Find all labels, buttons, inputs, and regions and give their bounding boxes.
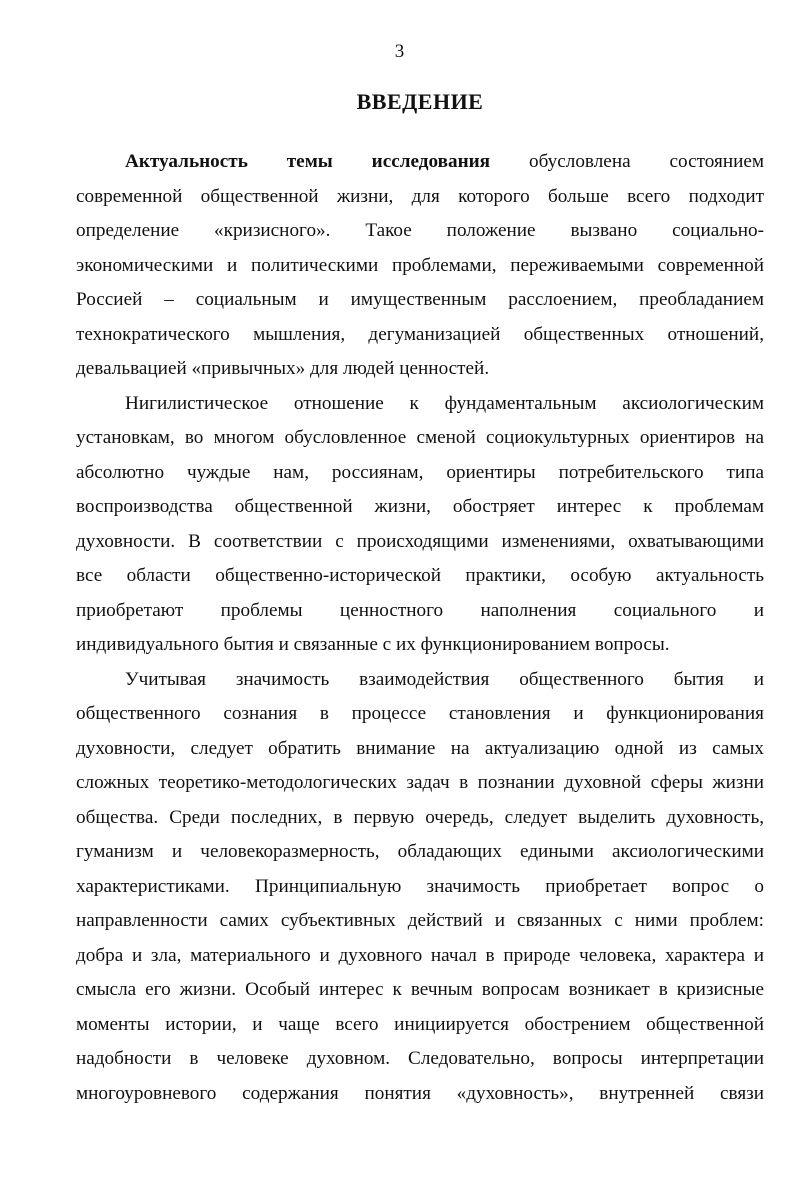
text-line: приобретают проблемы ценностного наполнения социального и — [76, 599, 764, 621]
text-line: девальвацией «привычных» для людей ценностей. — [76, 358, 490, 379]
text-line: современной общественной жизни, для которого больше всего подходит — [76, 185, 764, 207]
text-line: Россией – социальным и имущественным расслоением, преобладанием — [76, 289, 764, 310]
text-line: все области общественно-исторической практики, особую актуальность — [76, 565, 764, 586]
text-line: определение «кризисного». Такое положение вызвано социально- — [76, 220, 764, 241]
text-line: моменты истории, и чаще всего инициируется обострением общественной — [76, 1013, 764, 1035]
text-line: направленности самих субъективных действий и связанных с ними проблем: — [76, 910, 764, 931]
text-line: Нигилистическое отношение к фундаментальным аксиологическим — [125, 392, 764, 414]
section-heading: ВВЕДЕНИЕ — [356, 89, 484, 114]
text-line: многоуровневого содержания понятия «духовность», внутренней связи — [76, 1082, 764, 1104]
text-line: духовности, следует обратить внимание на актуализацию одной из самых — [76, 737, 764, 759]
paragraph — [76, 387, 764, 663]
text-line: общественного сознания в процессе становления и функционирования — [76, 703, 764, 724]
text-line: Актуальность темы исследования обусловлена состоянием — [125, 151, 765, 172]
page-number: 3 — [394, 41, 405, 62]
text-line: абсолютно чуждые нам, россиянам, ориентиры потребительского типа — [76, 461, 764, 483]
text-line: общества. Среди последних, в первую очередь, следует выделить духовность, — [76, 806, 764, 828]
text-line: индивидуального бытия и связанные с их функционированием вопросы. — [76, 634, 670, 655]
text-line: сложных теоретико-методологических задач в познании духовной сферы жизни — [76, 772, 764, 793]
text-line: добра и зла, материального и духовного начал в природе человека, характера и — [76, 944, 764, 966]
text-line: Учитывая значимость взаимодействия общественного бытия и — [125, 668, 764, 690]
text-line: надобности в человеке духовном. Следовательно, вопросы интерпретации — [76, 1048, 764, 1069]
text-line: духовности. В соответствии с происходящими изменениями, охватывающими — [76, 530, 764, 552]
paragraph — [76, 663, 764, 1112]
text-line: смысла его жизни. Особый интерес к вечным вопросам возникает в кризисные — [76, 979, 764, 1000]
bold-lead-phrase: Актуальность темы исследования — [125, 151, 491, 172]
text-line: воспроизводства общественной жизни, обостряет интерес к проблемам — [76, 496, 764, 517]
text-line: технократического мышления, дегуманизацией общественных отношений, — [76, 323, 764, 345]
text-line: гуманизм и человекоразмерность, обладающих едиными аксиологическими — [76, 841, 764, 862]
text-line: характеристиками. Принципиальную значимость приобретает вопрос о — [76, 875, 764, 897]
document-body — [76, 145, 764, 1111]
paragraph — [76, 145, 764, 387]
text-line: экономическими и политическими проблемами, переживаемыми современной — [76, 254, 764, 276]
text-line: установкам, во многом обусловленное сменой социокультурных ориентиров на — [76, 427, 764, 448]
